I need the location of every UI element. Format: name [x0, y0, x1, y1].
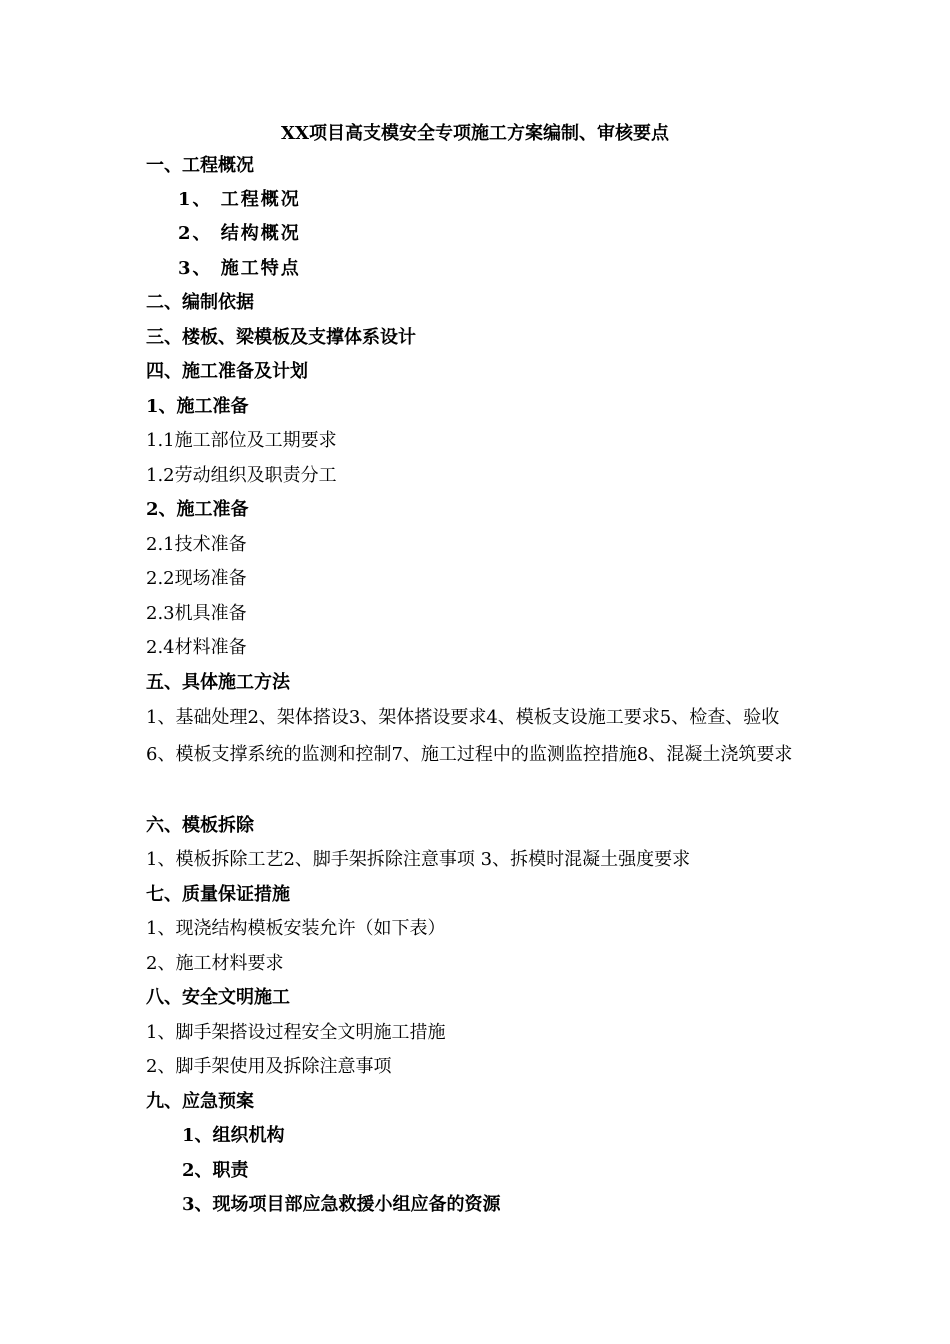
section-1-item-3: 3、 施工特点 [178, 258, 301, 279]
section-1-item-2: 2、 结构概况 [178, 223, 301, 244]
document-title: XX项目高支模安全专项施工方案编制、审核要点 [281, 123, 669, 144]
section-7-item-1: 1、现浇结构模板安装允许（如下表） [146, 918, 446, 939]
section-4-sub-1: 1、施工准备 [146, 396, 249, 417]
section-4-sub-2: 2、施工准备 [146, 499, 249, 520]
section-9-item-2: 2、职责 [182, 1160, 249, 1181]
section-7-heading: 七、质量保证措施 [146, 884, 290, 905]
section-1-item-1: 1、 工程概况 [178, 189, 301, 210]
section-5-body: 1、基础处理2、架体搭设3、架体搭设要求4、模板支设施工要求5、检查、验收6、模板支撑系统的监测和控制7、施工过程中的监测监控措施8、混凝土浇筑要求 [146, 707, 793, 765]
section-3-heading: 三、楼板、梁模板及支撑体系设计 [146, 327, 416, 348]
section-4-item-2-4: 2.4材料准备 [146, 637, 247, 658]
section-8-item-1: 1、脚手架搭设过程安全文明施工措施 [146, 1022, 446, 1043]
section-8-item-2: 2、脚手架使用及拆除注意事项 [146, 1056, 392, 1077]
section-4-item-2-3: 2.3机具准备 [146, 603, 247, 624]
section-4-item-1-2: 1.2劳动组织及职责分工 [146, 465, 337, 486]
section-9-item-1: 1、组织机构 [182, 1125, 285, 1146]
section-6-heading: 六、模板拆除 [146, 815, 254, 836]
section-9-heading: 九、应急预案 [146, 1091, 254, 1112]
section-8-heading: 八、安全文明施工 [146, 987, 290, 1008]
section-4-item-2-2: 2.2现场准备 [146, 568, 247, 589]
section-4-item-1-1: 1.1施工部位及工期要求 [146, 430, 337, 451]
section-4-item-2-1: 2.1技术准备 [146, 534, 247, 555]
section-5-heading: 五、具体施工方法 [146, 672, 290, 693]
section-1-heading: 一、工程概况 [146, 155, 254, 176]
section-4-heading: 四、施工准备及计划 [146, 361, 308, 382]
section-2-heading: 二、编制依据 [146, 292, 254, 313]
section-6-body: 1、模板拆除工艺2、脚手架拆除注意事项 3、拆模时混凝土强度要求 [146, 849, 691, 870]
section-7-item-2: 2、施工材料要求 [146, 953, 284, 974]
section-9-item-3: 3、现场项目部应急救援小组应备的资源 [182, 1194, 501, 1215]
